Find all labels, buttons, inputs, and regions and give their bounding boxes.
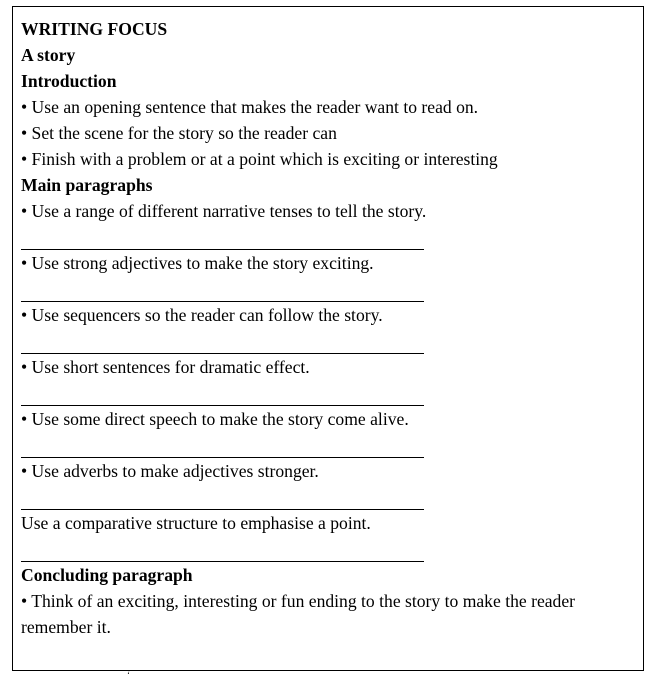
main-item: Use a comparative structure to emphasise a point. [21,513,371,533]
introduction-title: Introduction [21,71,117,91]
answer-line[interactable] [21,224,424,250]
answer-line[interactable] [21,380,424,406]
main-item: • Use a range of different narrative tenses to tell the story. [21,201,427,221]
concluding-title: Concluding paragraph [21,565,193,585]
main-item: • Use short sentences for dramatic effect. [21,357,310,377]
main-item: • Use strong adjectives to make the story exciting. [21,253,374,273]
introduction-bullet: • Set the scene for the story so the reader can [21,123,337,143]
main-item: • Use some direct speech to make the story come alive. [21,409,409,429]
answer-line[interactable] [21,328,424,354]
concluding-bullet: • Think of an exciting, interesting or fun ending to the story to make the reader remember it. [21,591,576,637]
introduction-bullet: • Finish with a problem or at a point which is exciting or interesting [21,149,498,169]
main-paragraphs-title: Main paragraphs [21,175,153,195]
writing-focus-box [12,6,644,671]
answer-line[interactable] [21,484,424,510]
main-item: • Use sequencers so the reader can follow the story. [21,305,383,325]
answer-line[interactable] [21,432,424,458]
main-item: • Use adverbs to make adjectives stronger. [21,461,319,481]
answer-line[interactable] [21,536,424,562]
writing-focus-content [21,16,637,640]
subtitle: A story [21,45,76,65]
heading: WRITING FOCUS [21,19,168,39]
stray-mark: ʻ [127,670,130,680]
answer-line[interactable] [21,276,424,302]
introduction-bullet: • Use an opening sentence that makes the reader want to read on. [21,97,479,117]
